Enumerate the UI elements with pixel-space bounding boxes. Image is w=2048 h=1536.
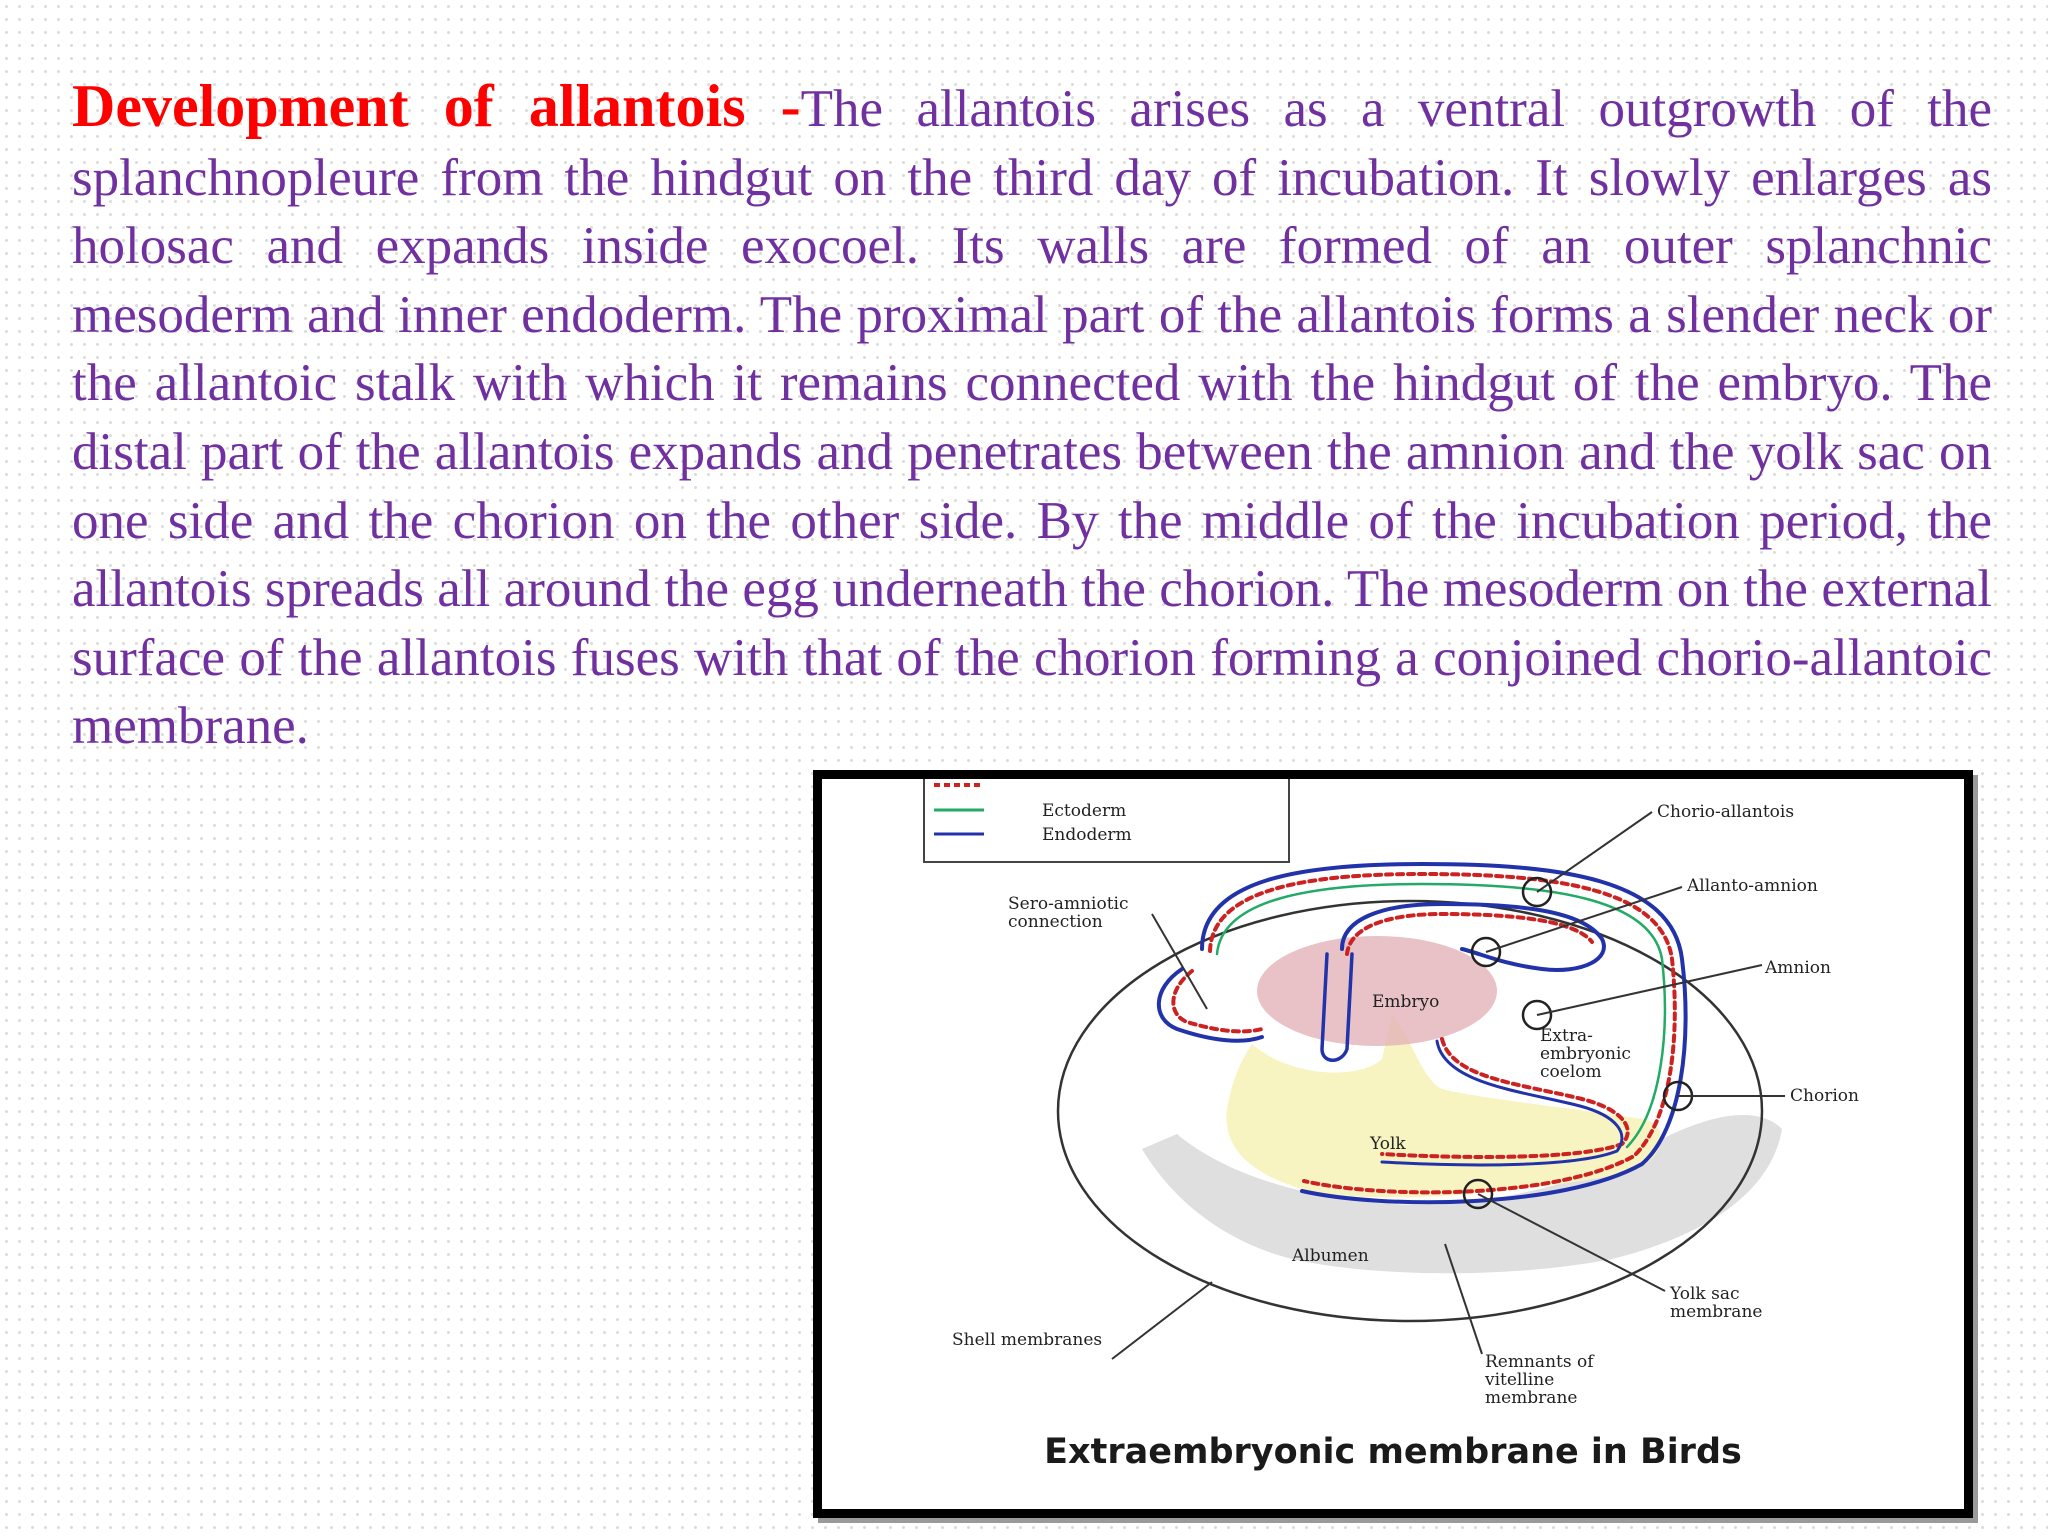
leader-lines [1112, 812, 1785, 1359]
label-sero-amniotic-1: Sero-amniotic [1008, 894, 1129, 914]
figure-caption: Extraembryonic membrane in Birds [1044, 1432, 1742, 1472]
label-yolk-sac-2: membrane [1670, 1302, 1763, 1322]
label-albumen: Albumen [1292, 1246, 1369, 1266]
legend-endoderm-label: Endoderm [1042, 825, 1132, 845]
legend-ectoderm-label: Ectoderm [1042, 801, 1127, 821]
label-chorion: Chorion [1790, 1086, 1859, 1106]
label-embryo: Embryo [1372, 992, 1440, 1012]
figure-extraembryonic-membranes [813, 770, 1973, 1518]
label-extra-1: Extra- [1540, 1026, 1593, 1046]
label-sero-amniotic-2: connection [1008, 912, 1103, 932]
label-remnants-2: vitelline [1485, 1370, 1555, 1390]
diagram-egg-cross-section [822, 779, 1964, 1509]
label-shell-membranes: Shell membranes [952, 1330, 1103, 1350]
label-remnants-3: membrane [1485, 1388, 1578, 1408]
embryo-shape [1257, 936, 1497, 1046]
label-remnants-1: Remnants of [1485, 1352, 1594, 1372]
label-amnion: Amnion [1765, 958, 1831, 978]
slide-paragraph [72, 72, 1992, 761]
slide-body-text: The allantois arises as a ventral outgrowth of the splanchnopleure from the hindgut on the third day of incubation. It slowly enlarges as holosac and expands inside exocoel. Its walls are formed of an outer splanchnic mesoderm and inner endoderm. The proximal part of the allantois forms a slender neck or the allantoic stalk with which it remains connected with the hindgut of the embryo. The distal part of the allantois expands and penetrates between the amnion and the yolk sac on one side and the chorion on the other side. By the middle of the incubation period, the allantois spreads all around the egg underneath the chorion. The mesoderm on the external surface of the allantois fuses with that of the chorion forming a conjoined chorio-allantoic membrane. [72, 80, 1992, 756]
legend [924, 779, 1289, 862]
label-extra-2: embryonic [1540, 1044, 1631, 1064]
slide-heading: Development of allantois - [72, 73, 801, 139]
label-chorio-allantois: Chorio-allantois [1657, 802, 1795, 822]
label-extra-3: coelom [1540, 1062, 1602, 1082]
label-yolk: Yolk [1370, 1134, 1406, 1154]
label-allanto-amnion: Allanto-amnion [1687, 876, 1818, 896]
label-yolk-sac-1: Yolk sac [1670, 1284, 1740, 1304]
